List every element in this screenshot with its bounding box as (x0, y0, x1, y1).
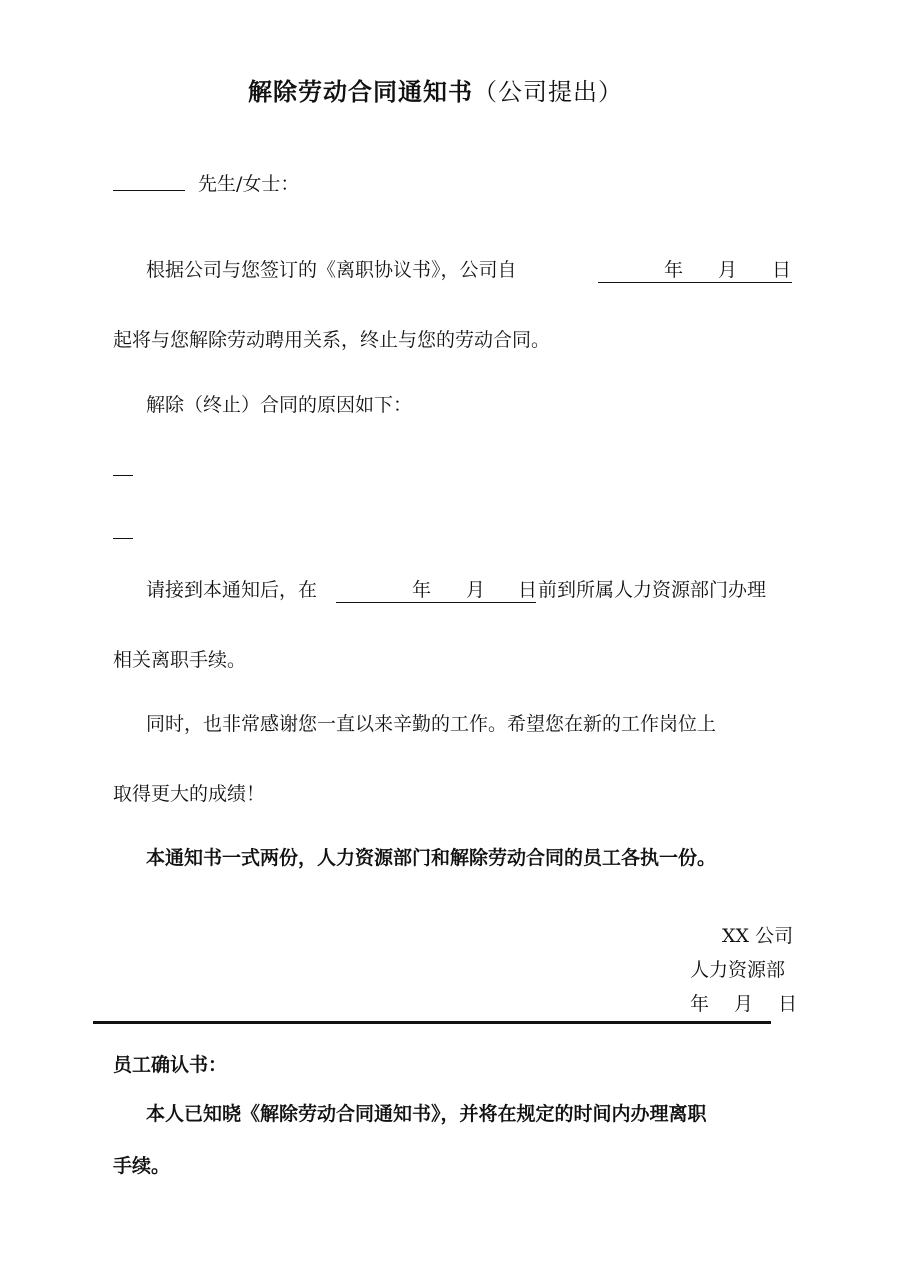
section-divider (93, 1021, 771, 1024)
para2-mid: 前到所属人力资源部门办理 (538, 579, 767, 601)
handover-date-field (336, 578, 536, 603)
para3-line2: 取得更大的成绩！ (113, 783, 266, 805)
date-month: 月 (718, 259, 738, 281)
sign-department: 人力资源部 (690, 959, 786, 981)
para3-line1: 同时，也非常感谢您一直以来辛勤的工作。希望您在新的工作岗位上 (146, 713, 717, 735)
date-year-2: 年 (412, 579, 432, 601)
confirmation-heading: 员工确认书： (113, 1054, 228, 1076)
name-blank (113, 170, 185, 191)
sign-date: 年 月 日 (690, 993, 798, 1015)
title-main: 解除劳动合同通知书 (248, 77, 473, 106)
title-paren: （公司提出） (473, 78, 623, 106)
reason-line-2 (113, 538, 133, 539)
date-year: 年 (664, 259, 684, 281)
para2-end: 相关离职手续。 (113, 649, 247, 671)
sign-company: XX 公司 (722, 925, 794, 947)
confirmation-line1: 本人已知晓《解除劳动合同通知书》，并将在规定的时间内办理离职 (146, 1103, 707, 1125)
para4: 本通知书一式两份，人力资源部门和解除劳动合同的员工各执一份。 (146, 847, 717, 869)
salutation: 先生/女士： (198, 173, 300, 195)
termination-date-field (598, 258, 792, 283)
para1-end: 起将与您解除劳动聘用关系，终止与您的劳动合同。 (113, 329, 551, 351)
para2-start: 请接到本通知后，在 (146, 579, 318, 601)
date-month-2: 月 (466, 579, 486, 601)
para1-start: 根据公司与您签订的《离职协议书》，公司自 (146, 259, 517, 281)
confirmation-line2: 手续。 (113, 1155, 171, 1177)
document-title (248, 77, 623, 106)
reasons-heading: 解除（终止）合同的原因如下： (146, 394, 413, 416)
date-day: 日 (772, 259, 792, 281)
reason-line-1 (113, 475, 133, 476)
date-day-2: 日 (518, 579, 538, 601)
